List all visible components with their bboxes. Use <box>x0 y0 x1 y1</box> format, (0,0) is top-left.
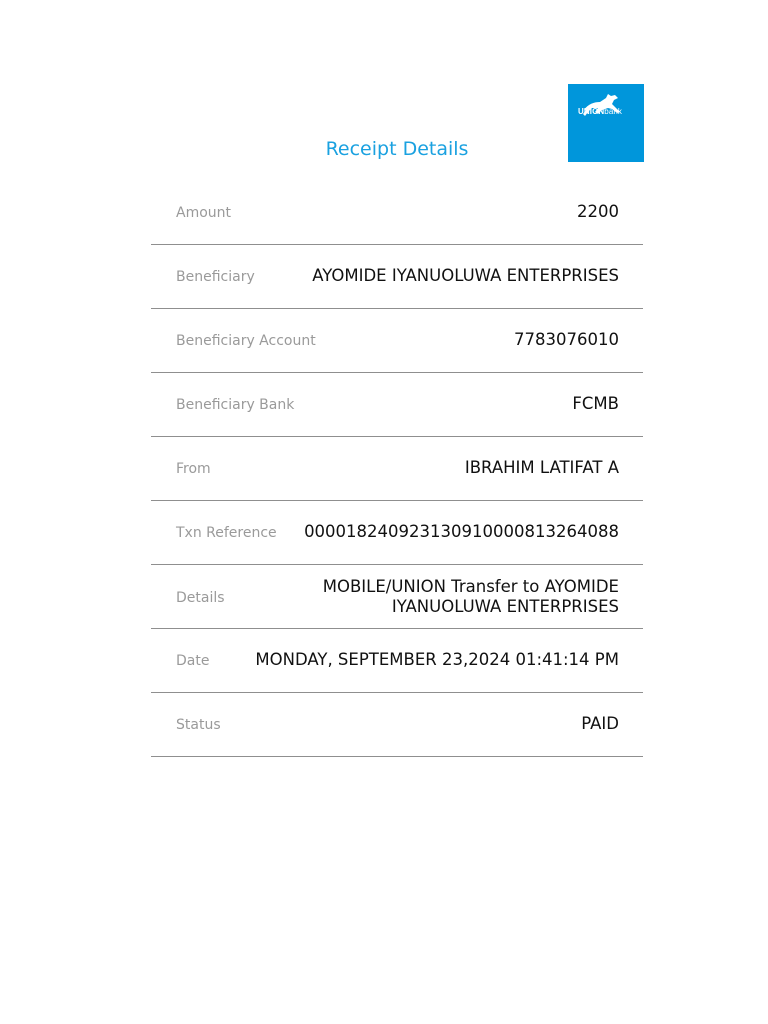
value-from: IBRAHIM LATIFAT A <box>464 458 619 477</box>
row-date <box>151 629 643 693</box>
row-from <box>151 437 643 501</box>
value-txn-reference: 000018240923130910000813264088 <box>304 522 619 541</box>
label-beneficiary-account: Beneficiary Account <box>176 333 316 349</box>
label-details: Details <box>176 590 225 606</box>
label-from: From <box>176 461 211 477</box>
receipt-details-list <box>151 181 643 757</box>
logo-text: UNIONbank <box>578 107 623 116</box>
row-beneficiary <box>151 245 643 309</box>
label-txn-reference: Txn Reference <box>176 525 277 541</box>
value-details-line1: MOBILE/UNION Transfer to AYOMIDE <box>322 577 619 596</box>
value-beneficiary-account: 7783076010 <box>514 330 619 349</box>
value-status: PAID <box>581 714 619 733</box>
label-amount: Amount <box>176 205 232 221</box>
row-amount <box>151 181 643 245</box>
value-beneficiary-bank: FCMB <box>572 394 619 413</box>
row-beneficiary-bank <box>151 373 643 437</box>
label-beneficiary: Beneficiary <box>176 269 255 285</box>
label-status: Status <box>176 717 221 733</box>
receipt-title: Receipt Details <box>325 138 469 160</box>
row-beneficiary-account <box>151 309 643 373</box>
value-amount: 2200 <box>577 202 619 221</box>
row-txn-reference <box>151 501 643 565</box>
value-details <box>279 577 619 617</box>
row-status <box>151 693 643 757</box>
label-beneficiary-bank: Beneficiary Bank <box>176 397 295 413</box>
value-details-line2: IYANUOLUWA ENTERPRISES <box>391 597 619 616</box>
label-date: Date <box>176 653 210 669</box>
value-date: MONDAY, SEPTEMBER 23,2024 01:41:14 PM <box>255 650 619 669</box>
row-details <box>151 565 643 629</box>
value-beneficiary: AYOMIDE IYANUOLUWA ENTERPRISES <box>312 266 619 285</box>
